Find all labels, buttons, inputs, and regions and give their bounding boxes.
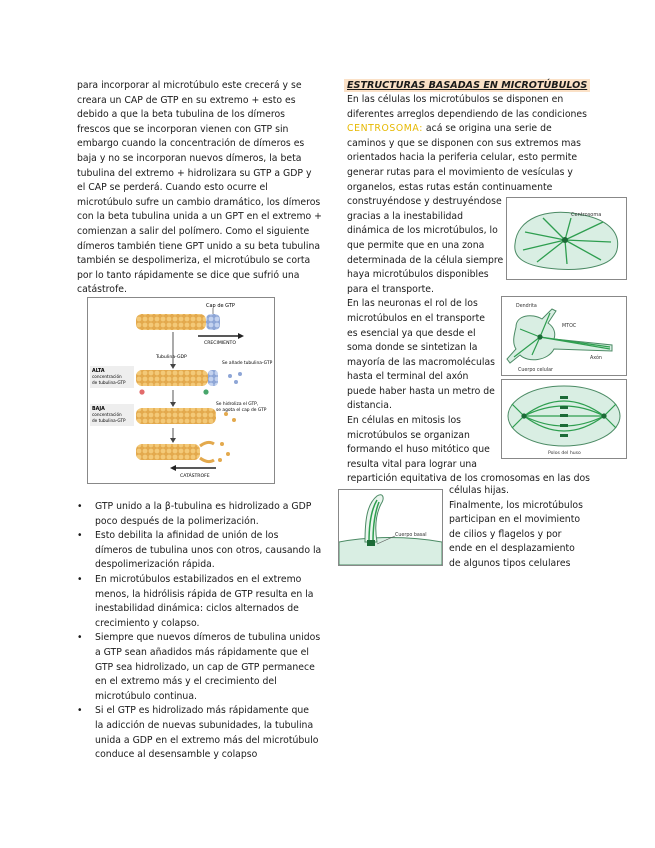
text-line: microtúbulo sufre un cambio dramático, los dímeros (77, 196, 321, 208)
text-line: tubulina del extremo + hidrolizara su GTP a GDP y (77, 167, 312, 179)
text-line: CENTROSOMA: acá se origina una serie de (347, 123, 552, 135)
text-line: dímeros también tiene GPT unido a su beta tubulina (77, 240, 321, 252)
spindle-poles-label: Polos del huso (548, 451, 581, 456)
bullet-item: • Si el GTP es hidrolizado más rápidamente que la adicción de nuevas subunidades, la tubulina unida a GDP en el extremo más del microtúbulo conduce al desensamble y colapso (77, 704, 317, 762)
dynamic-instability-diagram (88, 298, 274, 483)
bullet-item: • Esto debilita la afinidad de unión de los dímeros de tubulina unos con otros, causando la despolimerización rápida. (77, 529, 317, 573)
text-line: debido a que la beta tubulina de los dímeros (77, 109, 286, 121)
left-paragraph (77, 79, 322, 298)
text-line: ende en el desplazamiento (449, 543, 575, 555)
text-line: células hijas. (449, 485, 509, 496)
text-line: catástrofe. (77, 284, 127, 296)
text-line: el CAP se perderá. Cuando esto ocurre el (77, 182, 268, 194)
text-line: orientados hacia la periferia celular, esto permite (347, 152, 578, 164)
centrosome-figure (506, 197, 627, 280)
text-line: embargo cuando la concentración de dímeros es (77, 138, 305, 150)
text-line: creara un CAP de GTP en su extremo + esto es (77, 94, 296, 106)
text-line: para incorporar al microtúbulo este crecerá y se (77, 80, 302, 91)
text-line: microtúbulos en el transporte (347, 312, 485, 324)
spindle-diagram (502, 380, 626, 458)
text-line: para el transporte. (347, 283, 434, 295)
hydrolysis-label: Se hidroliza el GTP, (216, 402, 259, 407)
text-line: distancia. (347, 400, 392, 412)
section-heading: ESTRUCTURAS BASADAS EN MICROTÚBULOS (344, 79, 590, 92)
tubulin-gdp-label: Tubulina-GDP (156, 355, 187, 360)
catastrophe-label: CATÁSTROFE (180, 474, 210, 479)
text-line: Finalmente, los microtúbulos (449, 499, 583, 511)
axon-label: Axón (590, 356, 602, 361)
centrosome-keyword: CENTROSOMA: (347, 123, 423, 135)
text-line: En las neuronas el rol de los (347, 298, 478, 310)
bullet-item: • Siempre que nuevos dímeros de tubulina unidos a GTP sean añadidos más rápidamente que el GTP sea hidrolizado, un cap de GTP permanece en el extremo más y el crecimiento del microtúbulo continua. (77, 631, 317, 704)
basal-body-label: Cuerpo basal (395, 533, 427, 538)
text-line: repartición equitativa de los cromosomas en las dos (347, 473, 591, 485)
text-line: construyéndose y destruyéndose (347, 196, 502, 208)
text-line: dinámica de los microtúbulos, lo (347, 225, 498, 237)
text-line: caminos y que se disponen con sus extremos mas (347, 137, 582, 149)
high-concentration-label: ALTA (92, 369, 105, 374)
text-line: organelos, estas rutas están continuamente (347, 181, 553, 193)
text-line: puede haber hasta un metro de (347, 385, 495, 397)
text-line: mayoría de las macromoléculas (347, 356, 496, 368)
right-closing (449, 484, 583, 572)
centrosome-label: Centrosoma (571, 212, 602, 218)
text-line: En las células los microtúbulos se disponen en (347, 94, 564, 105)
dynamic-instability-figure (87, 297, 275, 484)
text-line: resulta vital para lograr una (347, 458, 477, 470)
text-line: frescos que se incorporan vienen con GTP sin (77, 123, 289, 135)
text-line: determinada de la célula siempre (347, 254, 504, 266)
text-line: por lo tanto rápidamente se dice que sufrió una (77, 269, 300, 281)
cell-body-label: Cuerpo celular (518, 368, 554, 373)
text-line: con la beta tubulina unida a un GPT en el extremo + (77, 211, 322, 223)
adds-tubulin-label: Se añade tubulina-GTP (222, 361, 273, 366)
text-line: diferentes arreglos dependiendo de las condiciones (347, 108, 587, 120)
text-line: es esencial ya que desde el (347, 327, 476, 339)
high-concentration-label-3: de tubulina-GTP (92, 380, 126, 385)
dendrite-label: Dendrita (516, 304, 537, 309)
bullet-item: • En microtúbulos estabilizados en el extremo menos, la hidrólisis rápida de GTP resulta en la inestabilidad dinámica: ciclos alternados de crecimiento y colapso. (77, 573, 317, 631)
text-line: formando el huso mitótico que (347, 444, 490, 456)
text-line: generar rutas para el movimiento de vesículas y (347, 166, 573, 178)
low-concentration-label: BAJA (92, 407, 105, 412)
low-concentration-label-2: concentración (92, 412, 122, 417)
text-line: participan en el movimiento (449, 514, 581, 526)
mtoc-label: MTOC (562, 324, 577, 329)
text-line: gracias a la inestabilidad (347, 210, 464, 222)
text-line: En células en mitosis los (347, 415, 461, 427)
neuron-diagram (502, 297, 626, 375)
text-line: que permite que en una zona (347, 239, 485, 251)
cap-label: Cap de GTP (206, 303, 235, 309)
neuron-figure (501, 296, 627, 376)
hydrolysis-label-2: se agota el cap de GTP (216, 408, 267, 413)
centrosome-diagram (507, 198, 626, 279)
text-line: de algunos tipos celulares (449, 557, 571, 569)
gtp-hydrolysis-bullets (77, 500, 322, 763)
text-line: de cilios y flagelos y por (449, 528, 562, 540)
bullet-item: • GTP unido a la β-tubulina es hidrolizado a GDP poco después de la polimerización. (77, 500, 317, 529)
text-line: baja y no se incorporan nuevos dímeros, la beta (77, 152, 302, 164)
high-concentration-label-2: concentración (92, 374, 122, 379)
text-line: microtúbulos se organizan (347, 429, 470, 441)
text-line: comienzan a salir del polímero. Como el siguiente (77, 225, 310, 237)
cilium-diagram (339, 490, 442, 565)
spindle-figure (501, 379, 627, 459)
cilium-figure (338, 489, 443, 566)
text-line: también se despolimeriza, el microtúbulo se corta (77, 255, 311, 267)
growth-label: CRECIMIENTO (204, 341, 236, 346)
text-line: hasta el terminal del axón (347, 371, 469, 383)
text-line: haya microtúbulos disponibles (347, 269, 489, 281)
low-concentration-label-3: de tubulina-GTP (92, 418, 126, 423)
text-line: soma donde se sintetizan la (347, 342, 478, 354)
